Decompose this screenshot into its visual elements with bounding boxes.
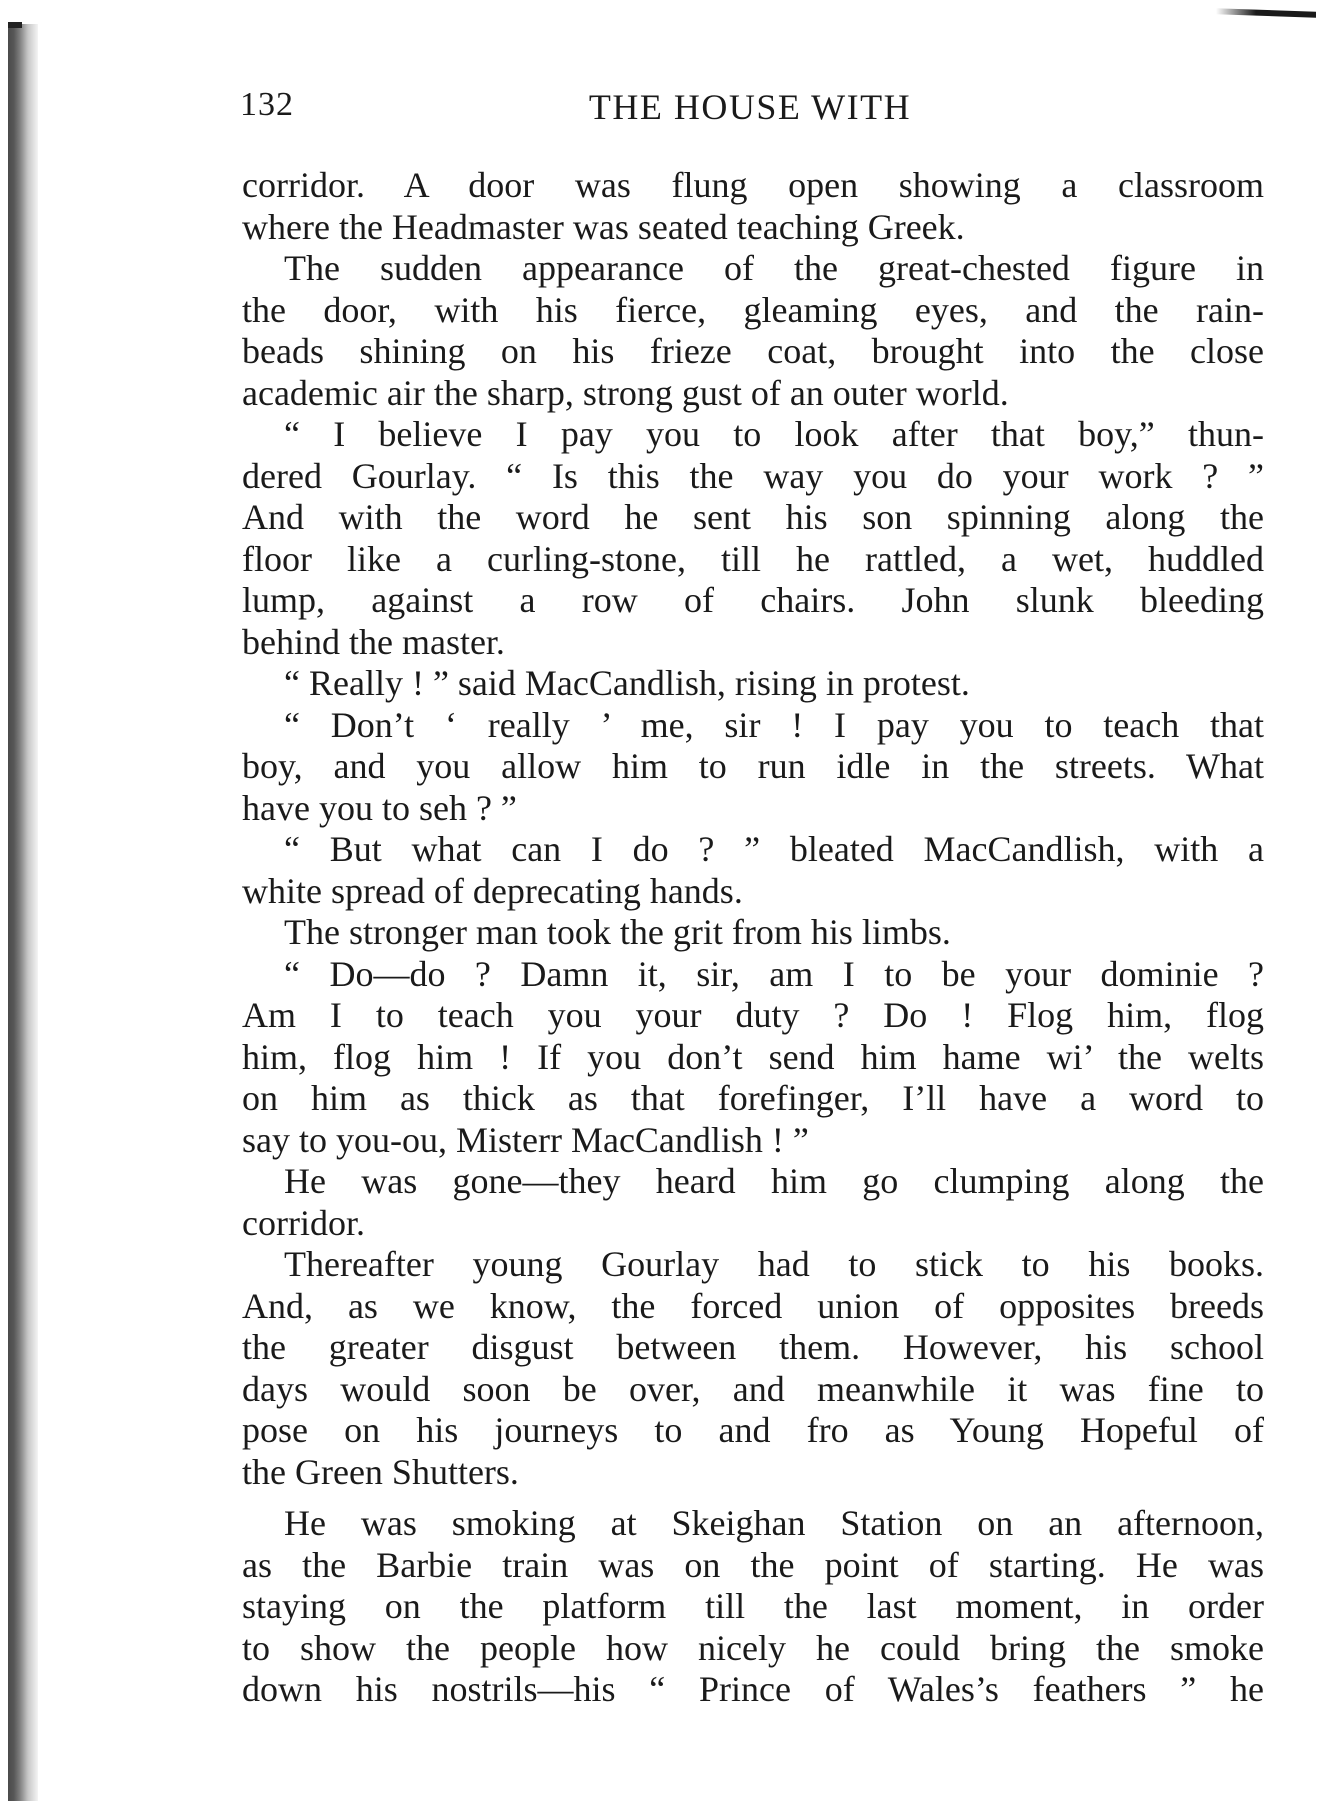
- text-line: “ But what can I do ? ” bleated MacCandlish, with a: [284, 829, 1264, 869]
- text-line: dered Gourlay. “ Is this the way you do your work ? ”: [242, 455, 1264, 496]
- text-line: as the Barbie train was on the point of starting. He was: [242, 1544, 1264, 1585]
- text-line: white spread of deprecating hands.: [242, 870, 743, 911]
- text-line: corridor. A door was flung open showing a classroom: [242, 165, 1264, 205]
- corner-scan-mark: [1216, 8, 1316, 17]
- text-line: down his nostrils—his “ Prince of Wales’s feathers ” he: [242, 1669, 1264, 1709]
- text-line: to show the people how nicely he could bring the smoke: [242, 1627, 1264, 1668]
- binding-mark: [8, 22, 22, 28]
- text-line: boy, and you allow him to run idle in the streets. What: [242, 746, 1264, 786]
- text-line: corridor.: [242, 1202, 365, 1243]
- text-line: academic air the sharp, strong gust of an outer world.: [242, 372, 1009, 413]
- text-line: floor like a curling-stone, till he rattled, a wet, huddled: [242, 538, 1264, 579]
- text-line: the door, with his fierce, gleaming eyes, and the rain-: [242, 289, 1264, 330]
- text-line: him, flog him ! If you don’t send him hame wi’ the welts: [242, 1036, 1264, 1077]
- text-line: on him as thick as that forefinger, I’ll have a word to: [242, 1078, 1264, 1118]
- text-line: the greater disgust between them. However, his school: [242, 1327, 1264, 1367]
- text-line: staying on the platform till the last moment, in order: [242, 1586, 1264, 1626]
- text-line: The stronger man took the grit from his limbs.: [284, 912, 951, 952]
- text-line: pose on his journeys to and fro as Young Hopeful of: [242, 1410, 1264, 1450]
- text-line: The sudden appearance of the great-chested figure in: [284, 248, 1264, 288]
- text-line: have you to seh ? ”: [242, 787, 517, 828]
- text-line: behind the master.: [242, 621, 505, 662]
- text-line: the Green Shutters.: [242, 1451, 519, 1492]
- running-head: [240, 86, 1260, 136]
- binding-shadow: [8, 24, 38, 1801]
- text-line: lump, against a row of chairs. John slunk bleeding: [242, 580, 1264, 620]
- text-line: “ Don’t ‘ really ’ me, sir ! I pay you to teach that: [284, 704, 1264, 745]
- text-line: beads shining on his frieze coat, brought into the close: [242, 331, 1264, 371]
- body-text: [242, 165, 1264, 1711]
- page-number: 132: [240, 86, 294, 123]
- text-line: Thereafter young Gourlay had to stick to his books.: [284, 1244, 1264, 1284]
- text-line: And, as we know, the forced union of opposites breeds: [242, 1285, 1264, 1326]
- text-line: “ I believe I pay you to look after that boy,” thun-: [284, 414, 1264, 454]
- text-line: He was smoking at Skeighan Station on an afternoon,: [284, 1503, 1264, 1543]
- text-line: And with the word he sent his son spinning along the: [242, 497, 1264, 537]
- text-line: where the Headmaster was seated teaching Greek.: [242, 206, 965, 247]
- paragraph-gap: [242, 1493, 1264, 1503]
- text-line: He was gone—they heard him go clumping along the: [284, 1161, 1264, 1201]
- text-line: “ Do—do ? Damn it, sir, am I to be your dominie ?: [284, 953, 1264, 994]
- text-line: Am I to teach you your duty ? Do ! Flog him, flog: [242, 995, 1264, 1035]
- text-line: say to you-ou, Misterr MacCandlish ! ”: [242, 1119, 809, 1160]
- text-line: “ Really ! ” said MacCandlish, rising in protest.: [284, 663, 970, 703]
- running-title: THE HOUSE WITH: [588, 87, 912, 127]
- text-line: days would soon be over, and meanwhile it was fine to: [242, 1368, 1264, 1409]
